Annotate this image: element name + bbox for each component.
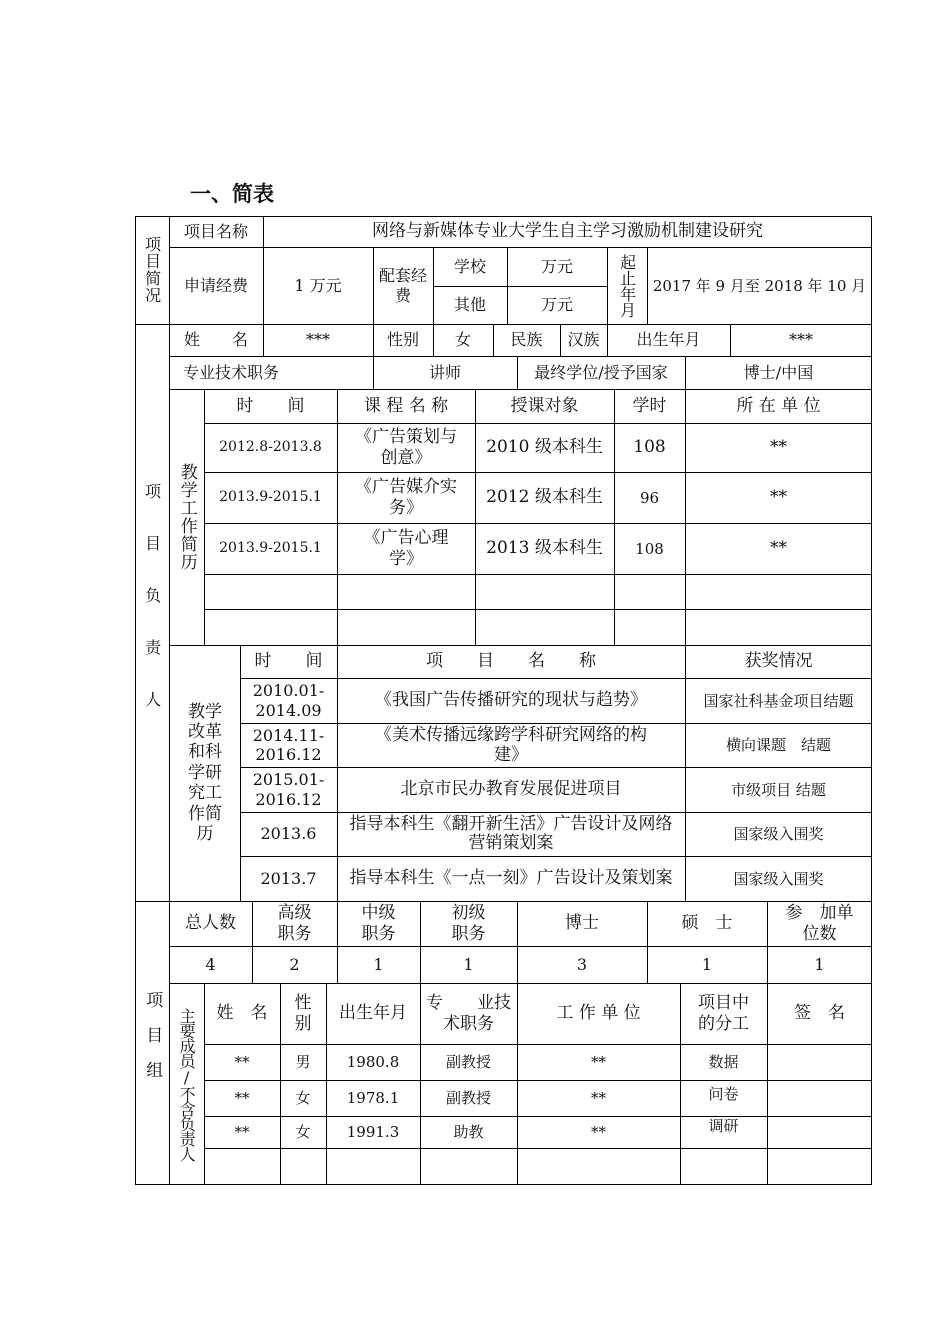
member-header-birth: 出生年月 xyxy=(339,1003,407,1024)
table-row-sign xyxy=(767,1080,872,1116)
table-row-unit: ** xyxy=(591,1089,606,1107)
member-header-role: 项目中的分工 xyxy=(698,993,749,1034)
table-row-name: 指导本科生《翻开新生活》广告设计及网络营销策划案 xyxy=(349,814,673,853)
teaching-header-hours: 学时 xyxy=(632,395,667,416)
member-header-sign: 签 名 xyxy=(794,1003,845,1024)
table-row-target: 2010 级本科生 xyxy=(486,437,603,458)
table-row-time: 2013.9-2015.1 xyxy=(219,489,322,506)
table-row-unit: ** xyxy=(770,487,787,508)
table-row-role: 调研 xyxy=(708,1117,739,1135)
table-row-hours: 108 xyxy=(635,539,664,558)
table-row-name: 《美术传播远缘跨学科研究网络的构建》 xyxy=(375,724,647,765)
school-value: 万元 xyxy=(540,256,573,276)
ethnic-value: 汉族 xyxy=(567,330,600,350)
leader-section-label: 项目负责人 xyxy=(142,482,162,743)
page-heading: 一、简表 xyxy=(190,182,274,206)
table-row-time: 2010.01-2014.09 xyxy=(252,681,325,720)
stat-header-phd: 博士 xyxy=(565,913,599,934)
table-row-target: 2013 级本科生 xyxy=(486,538,603,559)
school-label: 学校 xyxy=(453,256,486,276)
member-header-unit: 工 作 单 位 xyxy=(556,1003,641,1024)
table-row-hours: 96 xyxy=(639,488,660,507)
research-header-name: 项 目 名 称 xyxy=(426,651,596,672)
group-section-label: 项目组 xyxy=(142,990,163,1096)
table-row-target: 2012 级本科生 xyxy=(486,487,603,508)
table-row-award: 横向课题 结题 xyxy=(725,736,831,754)
table-row-course: 《广告心理学》 xyxy=(363,528,449,569)
period-value: 2017 年 9 月至 2018 年 10 月 xyxy=(652,276,867,295)
table-row-name: ** xyxy=(234,1089,250,1107)
teaching-header-unit: 所 在 单 位 xyxy=(736,395,821,416)
other-label: 其他 xyxy=(453,295,486,315)
research-section-label: 教学改革和科学研究工作简历 xyxy=(188,701,222,844)
stat-header-master: 硕 士 xyxy=(681,913,733,934)
member-header-name: 姓 名 xyxy=(216,1003,268,1024)
table-row-unit: ** xyxy=(591,1123,606,1141)
project-name-value: 网络与新媒体专业大学生自主学习激励机制建设研究 xyxy=(372,221,763,242)
title-label: 专业技术职务 xyxy=(182,362,279,382)
table-row-time: 2013.7 xyxy=(260,868,317,888)
summary-section-label: 项目简况 xyxy=(142,236,162,304)
stat-header-units: 参 加单位数 xyxy=(785,903,854,944)
gender-label: 性别 xyxy=(386,330,419,350)
table-row-title: 助教 xyxy=(453,1123,484,1141)
member-header-gender: 性别 xyxy=(294,993,312,1034)
project-name-label: 项目名称 xyxy=(183,221,248,241)
research-header-award: 获奖情况 xyxy=(744,651,813,672)
stat-value-junior: 1 xyxy=(463,954,474,974)
period-label: 起止年月 xyxy=(617,253,637,318)
table-row-role: 数据 xyxy=(708,1053,739,1071)
table-row-gender: 男 xyxy=(295,1053,311,1071)
table-row-time: 2015.01-2016.12 xyxy=(252,770,325,809)
table-row-name: 指导本科生《一点一刻》广告设计及策划案 xyxy=(349,868,673,889)
leader-name-label: 姓 名 xyxy=(183,330,248,350)
title-value: 讲师 xyxy=(428,362,461,382)
table-row-unit: ** xyxy=(591,1053,606,1071)
table-row-sign xyxy=(767,1116,872,1148)
table-row-award: 市级项目 结题 xyxy=(731,780,826,799)
table-row-gender: 女 xyxy=(295,1123,311,1141)
match-fund-label: 配套经费 xyxy=(379,266,428,305)
table-row-award: 国家社科基金项目结题 xyxy=(703,691,854,710)
leader-name-value: *** xyxy=(306,330,330,350)
teaching-header-course: 课 程 名 称 xyxy=(363,395,449,416)
stat-value-senior: 2 xyxy=(289,954,300,974)
stat-value-middle: 1 xyxy=(373,954,384,974)
table-row-name: ** xyxy=(234,1123,250,1141)
stat-header-total: 总人数 xyxy=(185,913,236,934)
teaching-section-label: 教学工作简历 xyxy=(176,463,197,571)
table-row-sign xyxy=(767,1044,872,1080)
stat-header-senior: 高级职务 xyxy=(277,903,312,944)
table-row-birth: 1980.8 xyxy=(346,1053,400,1071)
table-row-time: 2013.9-2015.1 xyxy=(219,540,322,557)
table-row-title: 副教授 xyxy=(445,1053,491,1071)
teaching-header-target: 授课对象 xyxy=(510,395,579,416)
stat-value-master: 1 xyxy=(701,954,713,974)
members-label: 主要成员/不含负责人 xyxy=(177,1007,197,1161)
table-row-birth: 1991.3 xyxy=(346,1123,400,1141)
table-row-time: 2013.6 xyxy=(260,824,317,844)
ethnic-label: 民族 xyxy=(510,330,543,350)
stat-value-phd: 3 xyxy=(576,954,588,974)
birth-value: *** xyxy=(789,330,813,350)
table-row-name: ** xyxy=(234,1053,250,1071)
table-row-name: 北京市民办教育发展促进项目 xyxy=(400,779,622,800)
research-header-time: 时 间 xyxy=(254,651,323,672)
stat-header-middle: 中级职务 xyxy=(361,903,396,944)
fund-value: 1 万元 xyxy=(294,275,342,295)
table-row-award: 国家级入围奖 xyxy=(733,869,824,888)
table-row-name: 《我国广告传播研究的现状与趋势》 xyxy=(375,690,647,711)
table-row-time: 2014.11-2016.12 xyxy=(252,725,325,764)
table-row-time: 2012.8-2013.8 xyxy=(219,439,322,456)
stat-value-units: 1 xyxy=(814,954,825,974)
stat-header-junior: 初级职务 xyxy=(451,903,486,944)
table-row-course: 《广告媒介实务》 xyxy=(355,477,457,518)
other-value: 万元 xyxy=(540,295,573,315)
table-row-hours: 108 xyxy=(633,437,666,458)
stat-value-total: 4 xyxy=(205,954,216,974)
teaching-header-time: 时 间 xyxy=(236,395,305,416)
fund-label: 申请经费 xyxy=(183,275,248,295)
degree-value: 博士/中国 xyxy=(743,362,814,382)
table-row-unit: ** xyxy=(770,538,787,559)
birth-label: 出生年月 xyxy=(636,330,701,350)
degree-label: 最终学位/授予国家 xyxy=(534,362,668,382)
table-row-course: 《广告策划与创意》 xyxy=(355,427,457,468)
table-row-role: 问卷 xyxy=(708,1085,739,1103)
table-row-birth: 1978.1 xyxy=(346,1089,400,1107)
gender-value: 女 xyxy=(454,330,471,350)
table-row-gender: 女 xyxy=(295,1089,311,1107)
table-row-award: 国家级入围奖 xyxy=(733,825,824,843)
table-row-title: 副教授 xyxy=(445,1089,491,1107)
table-row-unit: ** xyxy=(770,437,787,458)
member-header-title: 专 业技术职务 xyxy=(426,993,511,1034)
